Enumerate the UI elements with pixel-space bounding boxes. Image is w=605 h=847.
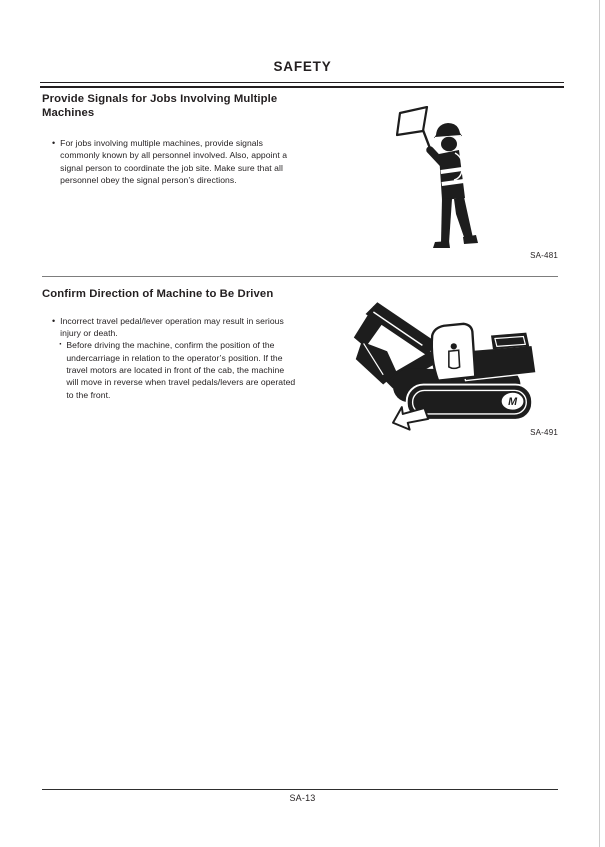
- section-heading: Provide Signals for Jobs Involving Multiple Machines: [42, 93, 278, 119]
- cab: [432, 324, 476, 381]
- section-heading: Confirm Direction of Machine to Be Driven: [42, 288, 274, 300]
- head: [441, 137, 457, 151]
- section-confirm-direction: [42, 288, 322, 401]
- sub-bullet-item: [42, 339, 322, 401]
- bullet-item: [42, 137, 322, 186]
- bullet-item: [42, 315, 322, 340]
- leg-front: [441, 198, 452, 243]
- excavator-illustration: [344, 294, 540, 432]
- motor-badge-letter: M: [508, 396, 518, 409]
- excavator-figure: [344, 294, 540, 432]
- signal-person-illustration: [396, 106, 478, 252]
- page-scan-edge-line: [599, 0, 600, 847]
- section-provide-signals: [42, 93, 322, 186]
- bullet-marker: •: [52, 138, 56, 148]
- bullet-marker: •: [52, 315, 56, 326]
- figure-label: SA-491: [530, 428, 558, 437]
- figure-label: SA-481: [530, 251, 558, 260]
- bullet-text: Incorrect travel pedal/lever operation may result in serious injury or death.: [60, 315, 284, 338]
- boot: [433, 241, 450, 248]
- page-header-title: SAFETY: [273, 59, 332, 74]
- sub-bullet-text: Before driving the machine, confirm the position of the undercarriage in relation to the operator’s position. If the travel motors are located in front of the cab, the machine will move in reverse when travel pedals/levers are operated to the front.: [66, 340, 296, 400]
- section-divider-rule: [42, 276, 558, 277]
- leg-back: [454, 197, 473, 240]
- signal-person-figure: [396, 106, 478, 252]
- header-double-rule: [40, 82, 564, 88]
- sub-bullet-marker: ·: [59, 339, 63, 351]
- page-number: SA-13: [289, 793, 316, 803]
- footer-rule: [42, 789, 558, 790]
- operator-head: [451, 343, 457, 349]
- bullet-text: For jobs involving multiple machines, provide signals commonly known by all personnel involved. Also, appoint a signal person to coordinate the job site. Make sure that all personnel obey the signal person’s directions.: [60, 138, 288, 186]
